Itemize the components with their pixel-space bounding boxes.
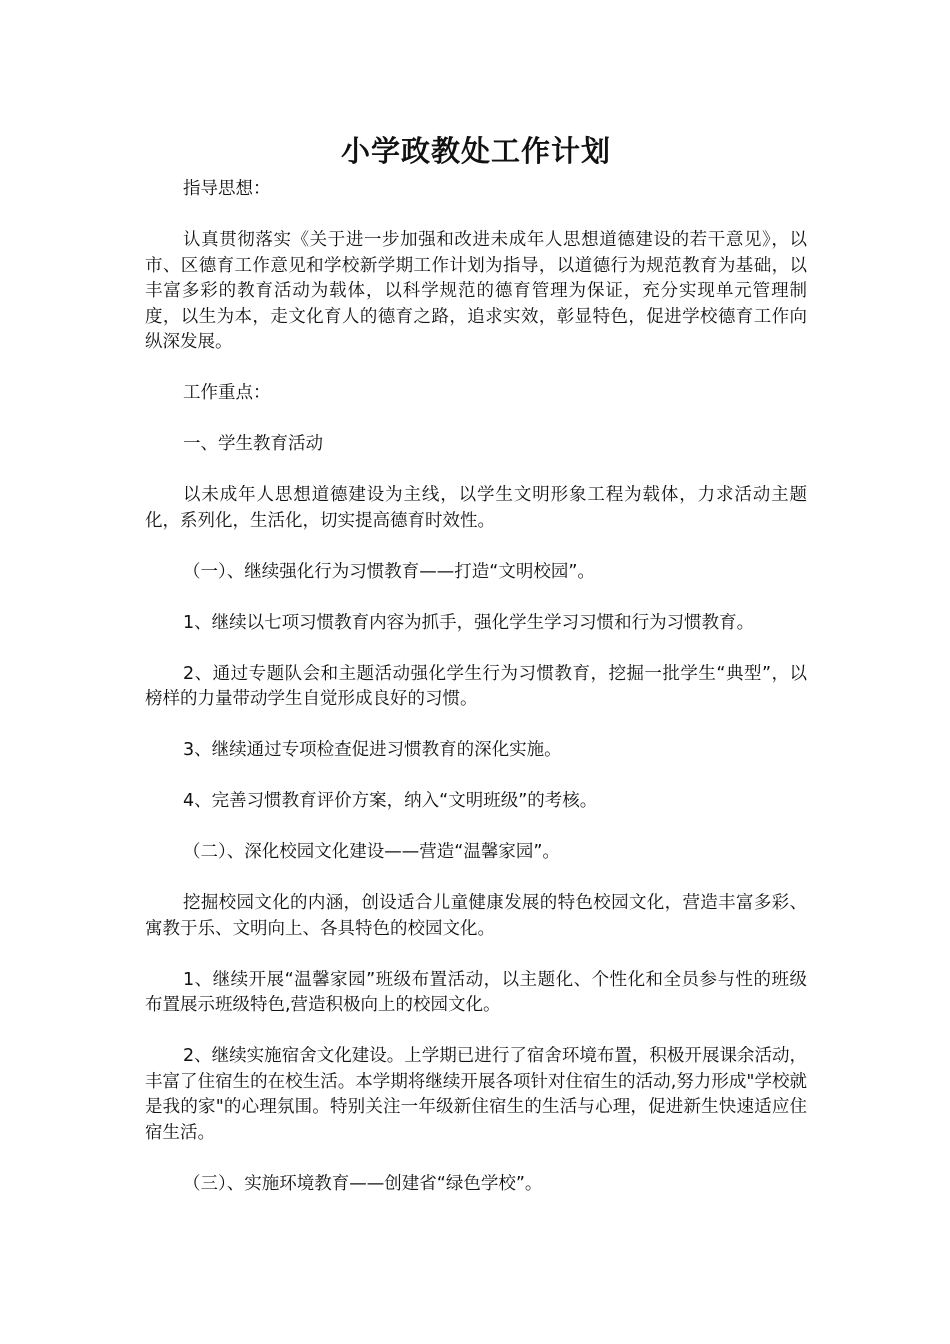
- list-item-culture-1: 1、继续开展“温馨家园”班级布置活动，以主题化、个性化和全员参与性的班级布置展示班级特色,营造积极向上的校园文化。: [145, 969, 807, 1015]
- subsection-heading-campus-culture: （二）、深化校园文化建设——营造“温馨家园”。: [183, 842, 560, 862]
- list-item-habit-2: 2、通过专题队会和主题活动强化学生行为习惯教育，挖掘一批学生“典型”，以榜样的力量带动学生自觉形成良好的习惯。: [145, 663, 807, 709]
- paragraph-campus-culture: 挖掘校园文化的内涵，创设适合儿童健康发展的特色校园文化，营造丰富多彩、寓教于乐、文明向上、各具特色的校园文化。: [145, 893, 807, 939]
- list-item-habit-3: 3、继续通过专项检查促进习惯教育的深化实施。: [183, 740, 562, 760]
- document-title: 小学政教处工作计划: [340, 134, 611, 168]
- subsection-heading-habit-education: （一）、继续强化行为习惯教育——打造“文明校园”。: [183, 561, 595, 582]
- list-item-culture-2: 2、继续实施宿舍文化建设。上学期已进行了宿舍环境布置，积极开展课余活动，丰富了住宿生的在校生活。本学期将继续开展各项针对住宿生的活动,努力形成"学校就是我的家"的心理氛围。特别关注一年级新住宿生的生活与心理，促进新生快速适应住宿生活。: [145, 1046, 807, 1143]
- subsection-heading-environment-education: （三）、实施环境教育——创建省“绿色学校”。: [183, 1173, 543, 1194]
- paragraph-guiding-ideology: 认真贯彻落实《关于进一步加强和改进未成年人思想道德建设的若干意见》，以市、区德育工作意见和学校新学期工作计划为指导，以道德行为规范教育为基础，以丰富多彩的教育活动为载体，以科学规范的德育管理为保证，充分实现单元管理制度，以生为本，走文化育人的德育之路，追求实效，彰显特色，促进学校德育工作向纵深发展。: [145, 230, 807, 352]
- paragraph-work-focus-heading: 工作重点：: [183, 383, 271, 403]
- list-item-habit-4: 4、完善习惯教育评价方案，纳入“文明班级”的考核。: [183, 791, 598, 811]
- paragraph-student-education: 以未成年人思想道德建设为主线，以学生文明形象工程为载体，力求活动主题化，系列化，生活化，切实提高德育时效性。: [145, 485, 807, 531]
- list-item-habit-1: 1、继续以七项习惯教育内容为抓手，强化学生学习习惯和行为习惯教育。: [183, 612, 755, 633]
- document-page: [145, 125, 807, 1223]
- paragraph-guiding-ideology-heading: 指导思想：: [183, 179, 271, 199]
- section-heading-student-education: 一、学生教育活动: [183, 434, 323, 454]
